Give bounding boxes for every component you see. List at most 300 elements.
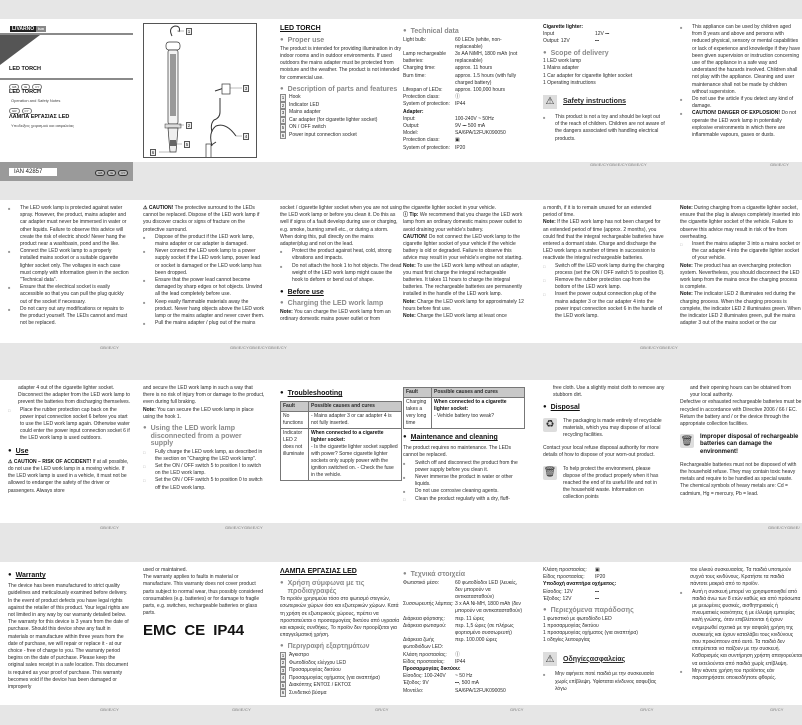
text: Fully charge the LED work lamp, as described in the section on "Charging the LED work lamp".: [155, 448, 263, 462]
subtitle-greek: Υποδείξεις χειρισμού και ασφαλείας: [11, 123, 75, 128]
list-item: 1 Operating instructions: [543, 79, 596, 86]
text: του υλικού συσκευασίας. Τα παιδιά υποτιμούν συχνά τους κινδύνους. Κρατήστε τα παιδιά πάντοτε μακριά από το προϊόν.: [690, 567, 792, 588]
item-text: [555, 263, 665, 277]
spec-value: ▣: [595, 567, 600, 573]
text-column: [680, 205, 802, 327]
paragraph: [680, 385, 802, 399]
page-footer-code: GR/CY: [510, 707, 524, 712]
bold-text: Improper disposal of rechargeable batteries can damage the environment!: [700, 434, 799, 455]
text: Charge the LED work lamp for approximately 12 hours before first use.: [403, 298, 524, 312]
square-bullet-icon: ■: [143, 234, 146, 240]
cover-title: LED TORCH: [9, 66, 41, 72]
spec-label: Είσοδος: 100-240V: [403, 673, 446, 680]
part-name: Άγκιστρο: [289, 652, 310, 659]
page-footer-code: GB/IE/CYGB/IE/CY: [640, 345, 678, 350]
spec-label: Charging time:: [403, 65, 436, 72]
checkbox-icon: □: [680, 242, 683, 248]
item-text: [692, 241, 802, 263]
mark-ip44: IP44: [213, 622, 245, 640]
paragraph: [680, 205, 802, 241]
part-item: [280, 652, 402, 660]
text: Do not operate the LED work lamp in potentially explosive environments in which there are inflammable vapours, gases or dusts.: [692, 110, 797, 139]
spec-row: [403, 659, 525, 666]
checkbox-icon: □: [143, 478, 146, 484]
paragraph: [280, 205, 402, 248]
heading-text: Scope of delivery: [550, 49, 609, 57]
table-row: [404, 398, 525, 429]
paragraph: [403, 212, 525, 234]
item-text: [20, 306, 130, 328]
list-item: 1 Car adapter for cigarette lighter socket: [543, 72, 633, 79]
paragraph-text: [563, 466, 665, 502]
heading-text: Use: [15, 447, 29, 455]
bullet-icon: ●: [280, 37, 284, 44]
paragraph: [8, 459, 130, 495]
page-footer-code: GB/IE/CYGB/IE/CYGB/IE/CY: [230, 345, 287, 350]
part-name: ON / OFF switch: [289, 124, 326, 131]
crossed-bin-icon: 🗑: [543, 467, 557, 479]
text: Never immerse the product in water or other liquids.: [415, 474, 513, 488]
square-bullet-icon: ■: [543, 114, 546, 120]
part-item: [280, 102, 402, 110]
spec-value: SA/6PA/12FUK090050: [455, 687, 506, 694]
item-text: [415, 474, 525, 488]
text-column: [543, 567, 665, 693]
text-column: [403, 385, 525, 503]
bold-text: Note:: [143, 406, 156, 413]
spec-value: IP44: [455, 658, 466, 665]
heading-text: Technical data: [410, 28, 459, 35]
text: Clean the product regularly with a dry, fluff-: [415, 495, 510, 502]
text-column: [280, 567, 402, 697]
paragraph: [8, 583, 130, 619]
spec-row: [403, 580, 525, 602]
list-item: 1 φωτιστικό με φωτοδίοδο LED: [543, 615, 612, 622]
title-greek: ΛΑΜΠΑ ΕΡΓΑΣΙΑΣ LED: [9, 114, 70, 120]
heading-text: Περιγραφή εξαρτημάτων: [287, 643, 370, 651]
spec-label: Συσσωρευτής λάμπας:: [403, 601, 454, 608]
page-footer-code: GR/CY: [770, 707, 784, 712]
text-column: [680, 567, 802, 682]
spec-row: [403, 73, 525, 87]
list-item: 1 Mains adapter: [543, 65, 579, 72]
text: This product is not a toy and should be kept out of the reach of children. Children are not aware of the dangers associated with handling electrical products.: [555, 113, 665, 142]
bullet-icon: ●: [143, 425, 147, 432]
subtitle-english: Operation and Safety Notes: [11, 98, 61, 103]
text: If the LED work lamp has not been charged for an extended period of time (approx. 2 months), you could find that the integral rechargeable batteries have entered a dormant state. Charge and discharge the LED work lamp a number of times in succession to reactivate the integral rechargeable batteries.: [543, 219, 664, 262]
text: This appliance can be used by children aged from 8 years and above and persons with reduced physical, sensory or mental capabilities or lack of experience and knowledge if they have been given supervision or instruction concerning use of the appliance in a safe way and understand the hazards involved. Children shall not play with the appliance. Cleaning and user maintenance shall not be made by children without supervision.: [692, 24, 801, 95]
table-cell: [432, 398, 525, 429]
step-item: [403, 496, 525, 503]
bullet-item: [280, 248, 402, 262]
part-item: [280, 659, 402, 667]
text: Pull the mains adapter / plug out of the mains: [155, 320, 256, 327]
part-number: 6: [281, 132, 285, 138]
text: The warranty applies to faults in material or manufacture. This warranty does not cover product parts subject to normal wear, thus possibly considered consumables (e.g. batteries) or for damage to fragile parts, e.g. switches, rechargeable batteries or glass parts.: [143, 574, 264, 617]
text-column: [143, 205, 265, 327]
part-number: 3: [281, 110, 285, 116]
section-title: ΛΑΜΠΑ ΕΡΓΑΣΙΑΣ LED: [280, 568, 357, 575]
part-number: 5: [281, 125, 285, 131]
bold-text: ⓘ Tip:: [403, 212, 419, 219]
checkbox-icon: □: [143, 449, 146, 455]
paragraph: [8, 619, 130, 691]
square-bullet-icon: ■: [403, 475, 406, 481]
text: Ensure that the power lead cannot become damaged by sharp edges or hot objects. Unwind all the lead completely before use.: [155, 277, 263, 298]
paragraph-text: [700, 434, 802, 456]
spec-value: περ. 1,5 ώρες (σε πλήρως φορτισμένο συσσωρευτή): [455, 622, 514, 636]
table-cell: [281, 412, 309, 429]
spec-label: Adapter:: [403, 108, 424, 115]
step-item: [543, 263, 665, 277]
text-column: [403, 24, 525, 152]
square-bullet-icon: ■: [8, 206, 11, 211]
bullet-item: [403, 460, 525, 474]
ian-number: IAN 42857: [9, 168, 57, 176]
paragraph: [403, 299, 525, 313]
text: Never connect the LED work lamp to a power supply socket if the LED work lamp, power lead or socket is damaged or the LED work lamp has been dropped.: [155, 248, 262, 276]
spec-label: Υποδοχή αναπτήρα οχήματος:: [543, 581, 617, 588]
bold-text: Note:: [403, 313, 416, 320]
part-number: 1: [281, 95, 285, 101]
text: and secure the LED work lamp in such a way that there is no risk of injury from or damage to the product, even during full braking.: [143, 385, 265, 406]
spec-label: Έξοδος: 12V: [543, 595, 572, 602]
item-text: [20, 248, 130, 284]
square-bullet-icon: ■: [403, 460, 406, 466]
spec-value: SA/6PA/12FUK090050: [455, 130, 506, 137]
square-bullet-icon: ■: [680, 111, 683, 117]
text: - Is the cigarette lighter socket supplied with power? Some cigarette lighter sockets only supply power with the ignition switched on. - Check the fuse in the vehicle.: [311, 444, 398, 479]
paragraph: [143, 407, 265, 421]
item-text: [155, 320, 255, 327]
square-bullet-icon: ■: [143, 278, 146, 284]
item-text: [415, 488, 499, 495]
page-row: [0, 380, 802, 530]
spec-row: [543, 38, 665, 45]
heading-text: Safety instructions: [563, 98, 627, 106]
brand-suffix: lux: [38, 26, 44, 31]
step-item: [680, 241, 802, 263]
text: Place the rubber protection cap back on the power input connection socket 6 before you start to use the LED work lamp again. Otherwise water could enter the power input connection socket 6 if the LED work lamp is used outdoors.: [20, 406, 130, 442]
heading-text: Περιεχόμενα παράδοσης: [550, 607, 634, 615]
table-header: [404, 388, 525, 398]
text: used or maintained.: [143, 567, 187, 573]
paragraph: [143, 574, 265, 617]
spec-value: ~ 50 Hz: [455, 673, 473, 680]
bullet-icon: ●: [403, 28, 407, 34]
text: Insert the mains adapter 3 into a mains socket or the car adapter 4 into the cigarette lighter socket of your vehicle.: [692, 241, 801, 262]
section-heading: [8, 572, 130, 579]
square-bullet-icon: ■: [680, 97, 683, 103]
bullet-icon: ●: [8, 572, 12, 578]
column-header: Fault: [281, 402, 309, 412]
text: Contact your local refuse disposal authority for more details of how to dispose of your worn-out product.: [543, 445, 659, 459]
spec-row: [543, 31, 665, 38]
square-bullet-icon: ■: [143, 249, 146, 255]
spec-row: [403, 616, 525, 623]
page-footer-code: GB/IE/CYGB/IE/CY: [225, 525, 263, 530]
paragraph: [543, 445, 665, 459]
page-footer-code: GB/IE/CYGB/IE/: [768, 525, 800, 530]
subsection-heading: [403, 28, 525, 36]
spec-row: [403, 116, 525, 123]
paragraph: [680, 399, 802, 428]
part-item: [280, 682, 402, 690]
warning-icon: ⚠: [543, 652, 557, 666]
step-item: [143, 449, 265, 463]
heading-text: Troubleshooting: [287, 390, 343, 397]
bullet-icon: ●: [280, 390, 284, 396]
spec-row: [543, 574, 665, 581]
spec-label: Διάρκεια ζωής φωτοδιόδων LED:: [403, 637, 444, 651]
item-text: [20, 205, 130, 248]
heading-text: Charging the LED work lamp: [287, 300, 384, 308]
part-item: [280, 132, 402, 140]
spec-row: [543, 581, 665, 588]
text-column: [543, 24, 665, 143]
part-item: [280, 124, 402, 132]
text: To use the LED work lamp without an adapter, you must first charge the integral rechargeable batteries. It takes 11 hours to charge the integral batteries. The rechargeable batteries are permanently installed in the handle of the LED work lamp.: [403, 262, 523, 298]
spec-value: IP44: [455, 101, 466, 108]
part-number: 3: [281, 667, 285, 673]
bold-text: ⚠ CAUTION – RISK OF ACCIDENT!: [8, 458, 92, 465]
spec-value: 60 φωτοδίοδοι LED (λευκές, δεν μπορούν να αντικατασταθούν): [455, 579, 518, 600]
item-text: [415, 496, 510, 503]
bold-text: Note:: [403, 298, 416, 305]
page-row: [0, 200, 802, 350]
flag: IE: [21, 84, 30, 90]
spec-label: Lifespan of LEDs:: [403, 86, 443, 93]
spec-value: IP20: [595, 574, 606, 581]
bullet-icon: ●: [543, 404, 547, 411]
spec-label: System of protection:: [403, 101, 450, 108]
paragraph: [143, 385, 265, 407]
text-column: [543, 385, 665, 508]
spec-label: Φωτιστικό μέσο:: [403, 579, 440, 586]
bullet-icon: ●: [280, 289, 284, 296]
bullet-icon: ●: [8, 447, 12, 454]
flag: GB: [9, 84, 19, 90]
subsection-heading: [280, 86, 402, 94]
bullet-item: [543, 114, 665, 143]
callout-6: 6: [151, 150, 155, 155]
spec-label: Protection class:: [403, 94, 440, 101]
spec-label: Μοντέλο:: [403, 687, 424, 694]
callout-1: 1: [187, 29, 191, 34]
cover-panel: [0, 19, 133, 162]
text: Μην αφήνετε ποτέ παιδιά με την συσκευασία χωρίς επίβλεψη. Υφίσταται κίνδυνος ασφυξίας λόγω: [555, 671, 657, 692]
section-heading: [280, 289, 402, 296]
page-footer-code: GB/IE/CYGB/IE/CYGB/IE/CY: [590, 162, 647, 167]
checkbox-icon: □: [143, 463, 146, 469]
delivery-list: [543, 616, 665, 645]
text: The indicator LED 2 illuminates red during the charging process. When the charging process is complete, the indicator LED 2 illuminates green. When the indicator LED 2 illuminates green, pull the mains adapter 3 out of the mains socket or the car: [680, 291, 801, 327]
column-header: Fault: [404, 388, 432, 398]
item-text: [20, 407, 130, 443]
subsection-heading: [403, 571, 525, 579]
brand-logo: [10, 26, 46, 32]
heading-text: Maintenance and cleaning: [410, 434, 498, 441]
spec-value: 100-240V ~ 50Hz: [455, 115, 495, 122]
item-text: [292, 248, 402, 262]
flag: GB: [95, 170, 105, 176]
text: Set the ON / OFF switch 5 to position 0 to switch off the LED work lamp.: [155, 477, 263, 491]
spec-value: ⎓: [595, 595, 599, 602]
text-column: [143, 567, 265, 640]
bullet-item: [543, 671, 665, 693]
text: The protective surround to the LEDs cannot be replaced. Dispose of the LED work lamp if you discover cracks or signs of fracture on the protective surround.: [143, 205, 260, 233]
part-name: Συνδετικό βύσμα: [289, 689, 327, 696]
paragraph: [280, 596, 402, 639]
text: We recommend that you charge the LED work lamp from an ordinary domestic mains power outlet to avoid draining your vehicle's battery.: [403, 212, 523, 233]
spec-row: [403, 123, 525, 130]
page-footer-code: GR/CY: [640, 707, 654, 712]
text: During charging from a cigarette lighter socket, ensure that the plug is always completely inserted into the cigarette lighter socket of the vehicle. Failure to observe this advice may result in risk of fire from overheating.: [680, 205, 800, 240]
item-text: [692, 668, 802, 682]
spec-value: Ⓘ: [455, 94, 461, 101]
part-item: [280, 109, 402, 117]
bullet-item: [143, 248, 265, 277]
bullet-item: [280, 263, 402, 285]
paragraph: [680, 462, 802, 498]
bullet-item: [8, 306, 130, 328]
part-name: Προσαρμογέας οχήματος (για αναπτήρα): [289, 674, 380, 681]
bold-text: Note:: [280, 308, 293, 315]
spec-row: [403, 87, 525, 94]
bullet-icon: ●: [403, 571, 407, 577]
flag: CY: [32, 84, 42, 90]
bullet-item: [680, 96, 802, 110]
text: Protect the product against heat, cold, strong vibrations and impacts.: [292, 248, 392, 262]
text: Switch off the LED work lamp during the charging process (set the ON / OFF switch 5 to position 0).: [555, 262, 665, 276]
paragraph: [143, 205, 265, 234]
crossed-bin-icon: 🗑: [680, 435, 694, 447]
item-text: [155, 234, 265, 248]
spec-label: System of protection:: [403, 144, 450, 151]
text: Keep easily flammable materials away the product. Never hang objects above the LED work lamp or the mains adapter and never cover them.: [155, 298, 265, 320]
step-item: [8, 407, 130, 443]
text: Do not carry out any modifications or repairs to the product yourself. The LEDs cannot and must not be replaced.: [20, 305, 128, 327]
square-bullet-icon: ■: [680, 668, 683, 674]
spec-value: 12V ⎓: [595, 31, 610, 38]
list-item: 1 LED work lamp: [543, 58, 582, 65]
spec-label: Model:: [403, 130, 419, 137]
spec-value: 60 LEDs (white, non-replaceable): [455, 36, 502, 50]
text: - Mains adapter 3 or car adapter 4 is not fully inserted.: [311, 413, 392, 427]
text: The device has been manufactured to strict quality guidelines and meticulously examined before delivery. In the event of product defects you have legal rights against the retailer of this product. Your legal rights are not limited in any way by our warranty detailed below.: [8, 583, 129, 619]
spec-label: Output: 12V: [543, 38, 570, 45]
text: free cloth. Use a slightly moist cloth to remove any stubborn dirt.: [553, 385, 665, 399]
part-item: [280, 94, 402, 102]
heading-text: Before use: [287, 289, 324, 297]
bold-text: Note:: [680, 205, 693, 211]
flag: CY: [22, 108, 32, 114]
subsection-heading: [280, 300, 402, 308]
spec-label: Έξοδος: 9V: [403, 680, 429, 687]
paragraph: [543, 205, 665, 219]
spec-row: [543, 567, 665, 574]
section-heading: [8, 448, 130, 455]
text: No functions: [283, 413, 304, 427]
text: Το προϊόν χρησιμεύει τόσο στο φωτισμό στεγνών, εσωτερικών χώρων όσο και εξωτερικών χώρων. Κατά τη χρήση σε εξωτερικούς χώρους, πρέπει να προστατεύεται ο προσαρμογέας δικτύου από υγρασία και καιρικές συνθήκες. Το προϊόν δεν προορίζεται για επαγγελματική χρήση.: [280, 596, 400, 639]
spec-row: [403, 666, 525, 673]
square-bullet-icon: ■: [143, 299, 146, 305]
text-column: [8, 205, 130, 327]
page-footer-code: GB/IE/CY: [232, 707, 251, 712]
text-column: [8, 567, 130, 691]
section-heading: [280, 390, 402, 397]
bullet-item: [143, 320, 265, 327]
safety-heading: [543, 95, 665, 109]
heading-text: Χρήση σύμφωνα με τις προδιαγραφές: [287, 580, 365, 595]
subsection-heading: [143, 425, 265, 448]
list-item: 1 οδηγίες λειτουργίας: [543, 637, 591, 644]
square-bullet-icon: ■: [680, 25, 683, 30]
text: The product has an overcharging protection system. Nevertheless, you should disconnect the LED work lamp from the mains once the charging process is complete.: [680, 262, 800, 291]
spec-label: Προσαρμογέας δικτύου:: [403, 665, 461, 672]
paragraph: [8, 385, 130, 407]
text: Ensure that the electrical socket is easily accessible so that you can pull the plug quickly out of the socket if necessary.: [20, 284, 124, 305]
item-text: [155, 277, 265, 299]
part-number: 5: [281, 682, 285, 688]
bold-text: When connected to a cigarette lighter socket:: [311, 430, 384, 444]
item-text: [155, 449, 265, 463]
part-number: 2: [281, 660, 285, 666]
part-item: [280, 674, 402, 682]
column-header: Possible causes and cures: [309, 402, 402, 412]
part-number: 6: [281, 690, 285, 696]
paragraph: [403, 234, 525, 263]
callout-3: 3: [244, 86, 248, 91]
bold-text: Note:: [680, 291, 693, 298]
item-text: [20, 284, 130, 306]
troubleshooting-table: [403, 387, 525, 429]
spec-label: Διάρκεια φωτισμού:: [403, 622, 447, 629]
icon-paragraph: [543, 466, 665, 502]
spec-value: approx. 1.5 hours (with fully charged battery): [455, 72, 517, 86]
certification-marks: [143, 622, 265, 640]
callout-4: 4: [244, 134, 248, 139]
spec-label: Είσοδος: 12V: [543, 588, 573, 595]
bold-text: ⚠ CAUTION!: [143, 205, 174, 211]
text: The packaging is made entirely of recyclable materials, which you may dispose of at local recycling facilities.: [563, 417, 662, 439]
item-text: [555, 277, 665, 291]
ian-bar: [0, 162, 133, 181]
heading-text: Warranty: [15, 572, 46, 579]
spec-value: approx. 11 hours: [455, 65, 493, 72]
bold-text: CAUTION! DANGER OF EXPLOSION!: [692, 110, 781, 117]
paragraph: [403, 263, 525, 299]
safety-heading: [543, 652, 665, 666]
spec-label: Είδος προστασίας:: [543, 574, 585, 581]
warning-icon: ⚠: [543, 95, 557, 109]
paragraph: [543, 385, 665, 399]
spec-value: ▣: [455, 137, 460, 144]
text-column: [143, 385, 265, 492]
item-text: [415, 460, 525, 474]
part-number: 4: [281, 675, 285, 681]
square-bullet-icon: ■: [543, 672, 546, 678]
bullet-icon: ●: [403, 434, 407, 440]
icon-paragraph: [680, 434, 802, 456]
subsection-heading: [543, 50, 665, 58]
text: You can charge the LED work lamp from an ordinary domestic mains power outlet or from: [280, 308, 391, 323]
table-header: [281, 402, 402, 412]
spec-value: 3x AA NiMH, 1800 mAh (not replaceable): [455, 50, 518, 65]
text: Rechargeable batteries must not be disposed of with the household refuse. They may contain toxic heavy metals and require to be handled as special waste. The chemical symbols of heavy metals are: Cd = cadmium, Hg = mercury, Pb = lead.: [680, 461, 797, 497]
part-item: [280, 117, 402, 125]
square-bullet-icon: ■: [680, 589, 683, 595]
